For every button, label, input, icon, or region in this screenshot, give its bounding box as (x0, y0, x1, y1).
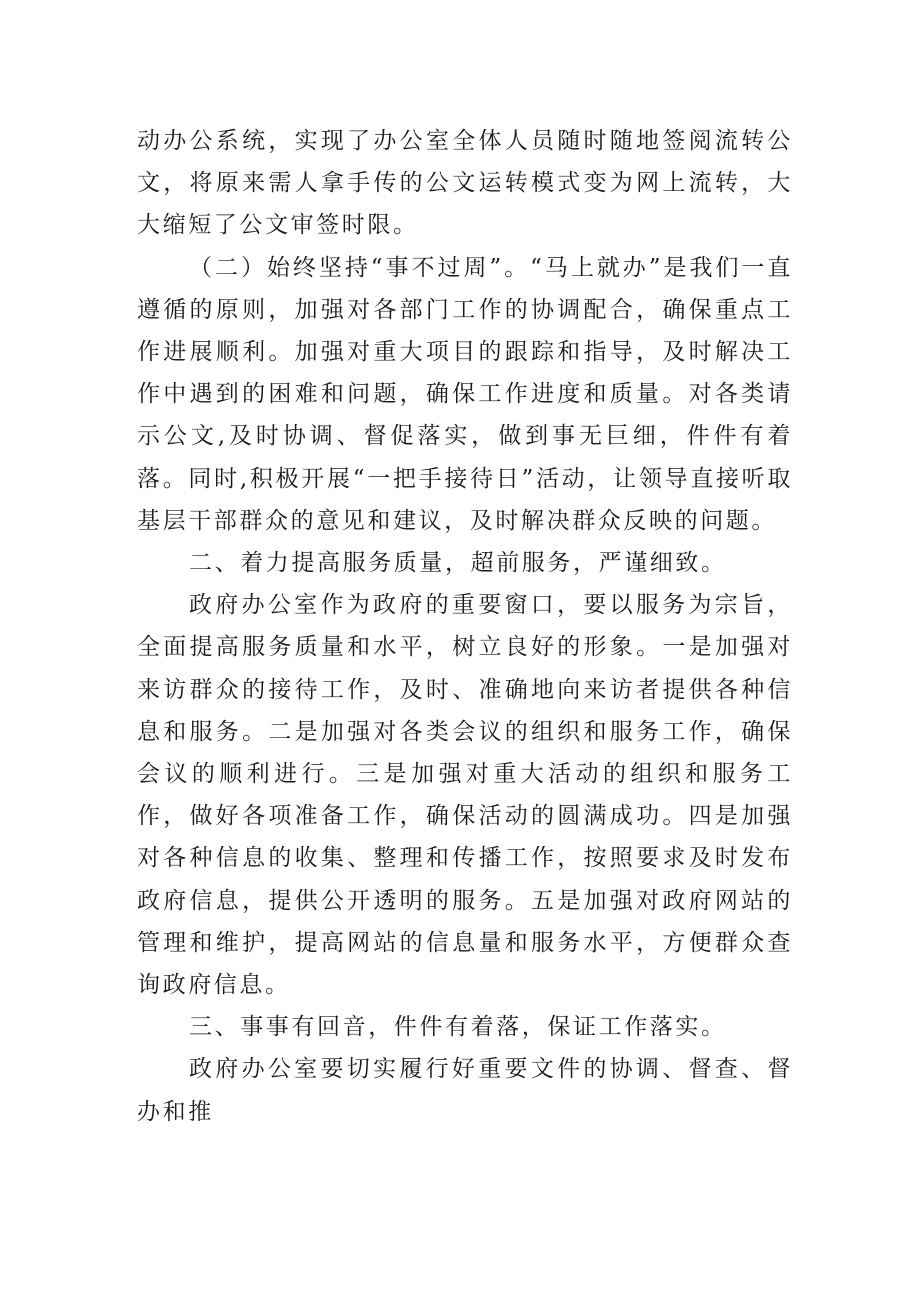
paragraph-service-quality: 政府办公室作为政府的重要窗口，要以服务为宗旨，全面提高服务质量和水平，树立良好的形象。一是加强对来访群众的接待工作，及时、准确地向来访者提供各种信息和服务。二是加强对各类会议的组织和服务工作，确保会议的顺利进行。三是加强对重大活动的组织和服务工作，做好各项准备工作，确保活动的圆满成功。四是加强对各种信息的收集、整理和传播工作，按照要求及时发布政府信息，提供公开透明的服务。五是加强对政府网站的管理和维护，提高网站的信息量和服务水平，方便群众查询政府信息。 (137, 592, 793, 999)
section-heading-2: 二、着力提高服务质量，超前服务，严谨细致。 (189, 550, 727, 577)
document-body (137, 120, 793, 1133)
paragraph-continuation: 动办公系统，实现了办公室全体人员随时随地签阅流转公文，将原来需人拿手传的公文运转模式变为网上流转，大大缩短了公文审签时限。 (137, 128, 793, 239)
paragraph-implementation: 政府办公室要切实履行好重要文件的协调、督查、督办和推 (137, 1056, 793, 1125)
section-heading-3: 三、事事有回音，件件有着落，保证工作落实。 (189, 1014, 727, 1041)
paragraph-section-2-2: （二）始终坚持“事不过周”。“马上就办”是我们一直遵循的原则，加强对各部门工作的协调配合，确保重点工作进展顺利。加强对重大项目的跟踪和指导，及时解决工作中遇到的困难和问题，确保工作进度和质量。对各类请示公文,及时协调、督促落实，做到事无巨细，件件有着落。同时,积极开展“一把手接待日”活动，让领导直接听取基层干部群众的意见和建议，及时解决群众反映的问题。 (137, 254, 793, 534)
